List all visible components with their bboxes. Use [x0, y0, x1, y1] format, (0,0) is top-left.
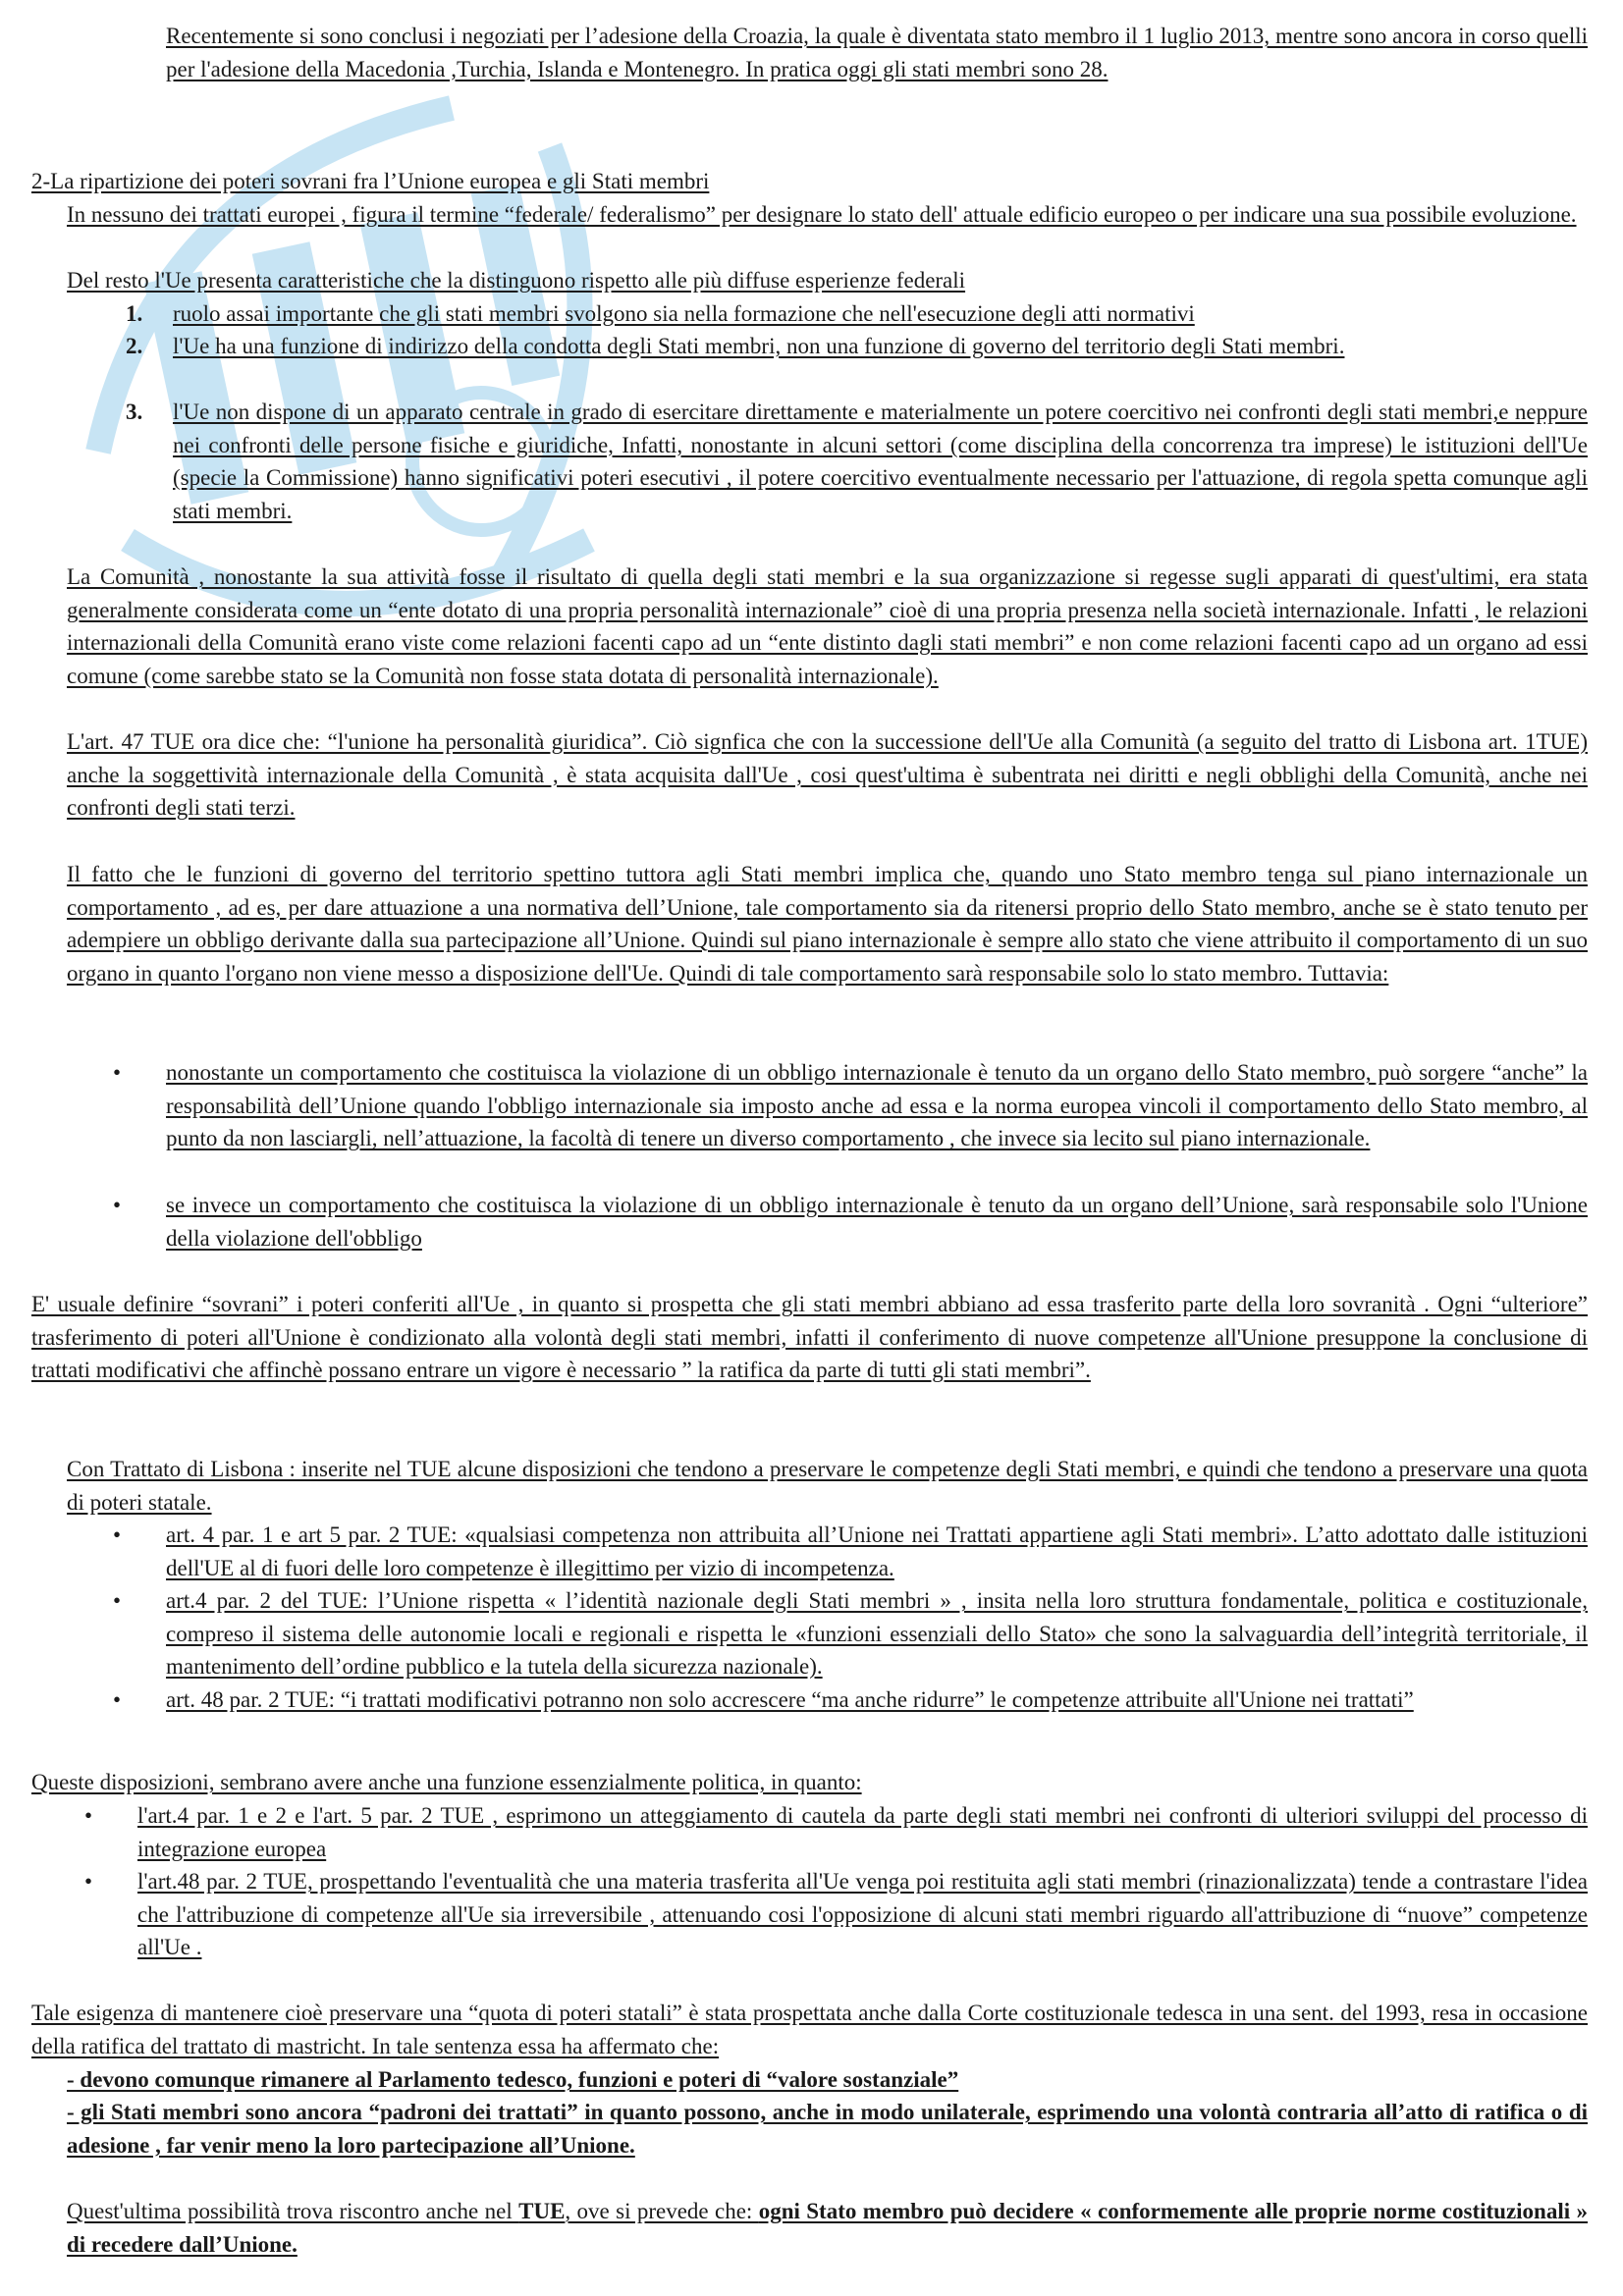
paragraph-6: E' usuale definire “sovrani” i poteri conferiti all'Ue , in quanto si prospetta che gli stati membri abbiano ad essa trasferito parte della loro sovranità . Ogni “ulteriore” trasferimento di poteri all'Unione è condizionato alla volontà degli stati membri, infatti il conferimento di nuove competenze all'Unione presuppone la conclusione di trattati modificativi che affinchè possano entrare un vigore è necessario ” la ratifica da parte di tutti gli stati membri”.	[31, 1292, 1588, 1383]
paragraph-9: Tale esigenza di mantenere cioè preservare una “quota di poteri statali” è stata prospettata anche dalla Corte costituzionale tedesca in una sent. del 1993, resa in occasione della ratifica del trattato di mastricht. In tale sentenza essa ha affermato che:	[31, 2001, 1588, 2058]
bullet-marker: •	[84, 1869, 93, 1894]
bullet-item: art. 4 par. 1 e art 5 par. 2 TUE: «qualsiasi competenza non attribuita all’Unione nei Trattati appartiene agli Stati membri». L’atto adottato dalle istituzioni dell'UE al di fuori delle loro competenze è illegittimo per vizio di incompetenza.	[166, 1522, 1588, 1580]
closing-tue: TUE	[518, 2199, 566, 2223]
bullet-marker: •	[113, 1687, 122, 1712]
list-number-2: 2.	[126, 334, 143, 358]
paragraph-2: Del resto l'Ue presenta caratteristiche che la distinguono rispetto alle più diffuse esperienze federali	[67, 268, 966, 293]
list-number-1: 1.	[126, 301, 143, 326]
bullet-marker: •	[113, 1193, 122, 1217]
section-heading: 2-La ripartizione dei poteri sovrani fra l’Unione europea e gli Stati membri	[31, 169, 710, 193]
bold-point-1: - devono comunque rimanere al Parlamento tedesco, funzioni e poteri di “valore sostanziale”	[67, 2067, 959, 2092]
paragraph-3: La Comunità , nonostante la sua attività fosse il risultato di quella degli stati membri e la sua organizzazione si regesse sugli apparati di quest'ultimi, era stata generalmente considerata come un “ente dotato di una propria personalità internazionale” cioè di una propria presenza nella società internazionale. Infatti , le relazioni internazionali della Comunità erano viste come relazioni facenti capo ad un “ente distinto dagli stati membri” e non come relazioni facenti capo ad un organo ad essi comune (come sarebbe stato se la Comunità non fosse stata dotata di personalità internazionale).	[67, 564, 1588, 688]
closing-bold: ogni Stato membro può decidere « conformemente alle proprie norme costituzionali » di recedere dall’Unione.	[67, 2199, 1589, 2257]
bullet-marker: •	[113, 1060, 122, 1085]
bullet-item: nonostante un comportamento che costituisca la violazione di un obbligo internazionale è tenuto da un organo dello Stato membro, può sorgere “anche” la responsabilità dell’Unione quando l'obbligo internazionale sia imposto anche ad essa e la norma europea vincoli il comportamento dello Stato membro, al punto da non lasciargli, nell’attuazione, la facoltà di tenere un diverso comportamento , che invece sia lecito sul piano internazionale.	[166, 1060, 1588, 1151]
closing-text-1: Quest'ultima possibilità trova riscontro anche nel	[67, 2199, 519, 2223]
paragraph-8: Queste disposizioni, sembrano avere anche una funzione essenzialmente politica, in quanto:	[31, 1770, 862, 1794]
bullet-item: art. 48 par. 2 TUE: “i trattati modificativi potranno non solo accrescere “ma anche ridurre” le competenze attribuite all'Unione nei trattati”	[166, 1687, 1414, 1712]
paragraph-5: Il fatto che le funzioni di governo del territorio spettino tuttora agli Stati membri implica che, quando uno Stato membro tenga sul piano internazionale un comportamento , ad es, per dare attuazione a una normativa dell’Unione, tale comportamento sia da ritenersi proprio dello Stato membro, anche se è stato tenuto per adempiere un obbligo derivante dalla sua partecipazione all’Unione. Quindi sul piano internazionale è sempre allo stato che viene attribuito il comportamento di un suo organo in quanto l'organo non viene messo a disposizione dell'Ue. Quindi di tale comportamento sarà responsabile solo lo stato membro. Tuttavia:	[67, 862, 1588, 986]
bullet-item: l'art.48 par. 2 TUE, prospettando l'eventualità che una materia trasferita all'Ue venga poi restituita agli stati membri (rinazionalizzata) tende a contrastare l'idea che l'attribuzione di competenze all'Ue sia irreversibile , attenuando cosi l'opposizione di alcuni stati membri riguardo all'attribuzione di “nuove” competenze all'Ue .	[137, 1869, 1588, 1960]
list-number-3: 3.	[126, 400, 143, 424]
closing-paragraph	[67, 2195, 1588, 2261]
intro-paragraph: Recentemente si sono conclusi i negoziati per l’adesione della Croazia, la quale è diventata stato membro il 1 luglio 2013, mentre sono ancora in corso quelli per l'adesione della Macedonia ,Turchia, Islanda e Montenegro. In pratica oggi gli stati membri sono 28.	[166, 24, 1588, 81]
list-item-2: l'Ue ha una funzione di indirizzo della condotta degli Stati membri, non una funzione di governo del territorio degli Stati membri.	[173, 334, 1345, 358]
paragraph-7: Con Trattato di Lisbona : inserite nel TUE alcune disposizioni che tendono a preservare le competenze degli Stati membri, e quindi che tendono a preservare una quota di poteri statale.	[67, 1457, 1588, 1515]
list-item-1: ruolo assai importante che gli stati membri svolgono sia nella formazione che nell'esecuzione degli atti normativi	[173, 301, 1195, 326]
bullet-marker: •	[113, 1588, 122, 1613]
bullet-marker: •	[113, 1522, 122, 1547]
paragraph-1: In nessuno dei trattati europei , figura il termine “federale/ federalismo” per designare lo stato dell' attuale edificio europeo o per indicare una sua possibile evoluzione.	[67, 202, 1577, 227]
bullet-item: l'art.4 par. 1 e 2 e l'art. 5 par. 2 TUE , esprimono un atteggiamento di cautela da parte degli stati membri nei confronti di ulteriori sviluppi del processo di integrazione europea	[137, 1803, 1588, 1861]
paragraph-4: L'art. 47 TUE ora dice che: “l'unione ha personalità giuridica”. Ciò signfica che con la successione dell'Ue alla Comunità (a seguito del tratto di Lisbona art. 1TUE) anche la soggettività internazionale della Comunità , è stata acquisita dall'Ue , cosi quest'ultima è subentrata nei diritti e negli obblighi della Comunità, anche nei confronti degli stati terzi.	[67, 729, 1588, 821]
bullet-marker: •	[84, 1803, 93, 1828]
bold-point-2: - gli Stati membri sono ancora “padroni dei trattati” in quanto possono, anche in modo unilaterale, esprimendo una volontà contraria all’atto di ratifica o di adesione , far venir meno la loro partecipazione all’Unione.	[67, 2100, 1588, 2158]
bullet-item: se invece un comportamento che costituisca la violazione di un obbligo internazionale è tenuto da un organo dell’Unione, sarà responsabile solo l'Unione della violazione dell'obbligo	[166, 1193, 1588, 1251]
closing-text-2: , ove si prevede che:	[565, 2199, 759, 2223]
bullet-item: art.4 par. 2 del TUE: l’Unione rispetta « l’identità nazionale degli Stati membri » , insita nella loro struttura fondamentale, politica e costituzionale, compreso il sistema delle autonomie locali e regionali e rispetta le «funzioni essenziali dello Stato» che sono la salvaguardia dell’integrità territoriale, il mantenimento dell’ordine pubblico e la tutela della sicurezza nazionale).	[166, 1588, 1588, 1680]
list-item-3: l'Ue non dispone di un apparato centrale in grado di esercitare direttamente e materialmente un potere coercitivo nei confronti degli stati membri,e neppure nei confronti delle persone fisiche e giuridiche, Infatti, nonostante in alcuni settori (come disciplina della concorrenza tra imprese) le istituzioni dell'Ue (specie la Commissione) hanno significativi poteri esecutivi , il potere coercitivo eventualmente necessario per l'attuazione, di regola spetta comunque agli stati membri.	[173, 400, 1588, 523]
